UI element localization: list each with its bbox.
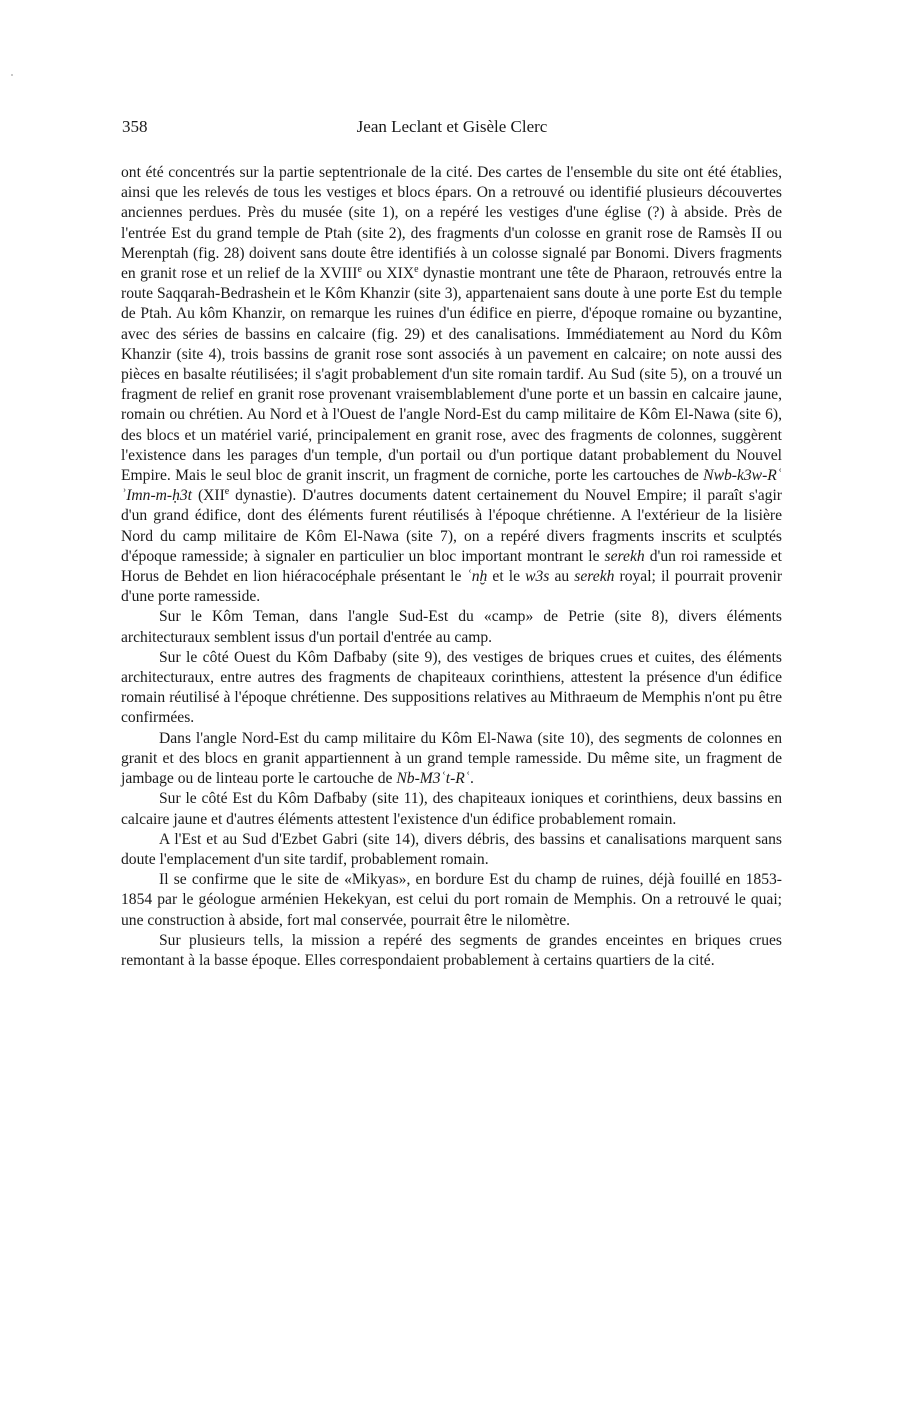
italic-term: w3s xyxy=(525,568,550,586)
text-run: (XII xyxy=(192,487,225,505)
paragraph xyxy=(121,607,782,647)
text-run: dynastie montrant une tête de Pharaon, retrouvés entre la route Saqqarah-Bedrashein et le Kôm Khanzir (site 3), appartenaient sans doute à une porte Est du temple de Ptah. Au kôm Khanzir, on remarque les ruines d'un édifice en pierre, d'époque romaine ou byzantine, avec des séries de bassins en calcaire (fig. 29) et des canalisations. Immédiatement au Nord du Kôm Khanzir (site 4), trois bassins de granit rose sont associés à un pavement en calcaire; on note aussi des pièces en basalte réutilisées; il s'agit probablement d'un site romain tardif. Au Sud (site 5), on a trouvé un fragment de relief en granit rose provenant vraisemblablement d'une porte et un bassin en calcaire jaune, romain ou chrétien. Au Nord et à l'Ouest de l'angle Nord-Est du camp militaire de Kôm El-Nawa (site 6), des blocs et un matériel varié, principalement en granit rose, avec des fragments de colonnes, suggèrent l'existence dans les parages d'un temple, d'un portail ou d'un portique datant probablement du Nouvel Empire. Mais le seul bloc de granit inscrit, un fragment de corniche, porte les cartouches de xyxy=(121,265,783,485)
paragraph xyxy=(121,870,782,931)
paragraph xyxy=(121,163,782,607)
text-run: Sur le côté Ouest du Kôm Dafbaby (site 9), des vestiges de briques crues et cuites, des éléments architecturaux, entre autres des fragments de chapiteaux corinthiens, attestent la présence d'un édifice romain réutilisé à l'époque chrétienne. Des suppositions relatives au Mithraeum de Memphis n'ont pu être confirmées. xyxy=(121,648,782,727)
paragraph xyxy=(121,648,782,729)
italic-term: Nb-M3ʿt-Rʿ xyxy=(396,770,470,788)
page-number: 358 xyxy=(122,117,148,136)
text-run: Sur le Kôm Teman, dans l'angle Sud-Est du «camp» de Petrie (site 8), divers éléments architecturaux semblent issus d'un portail d'entrée au camp. xyxy=(121,608,782,646)
italic-term: Nwb-k3w-Rʿ ʾImn-m-ḥ3t xyxy=(121,467,782,505)
text-run: royal; il pourrait provenir d'une porte ramesside. xyxy=(121,568,783,606)
text-run: dynastie). D'autres documents datent certainement du Nouvel Empire; il paraît s'agir d'un grand édifice, dont des éléments furent réutilisés à l'époque chrétienne. A l'extérieur de la lisière Nord du camp militaire de Kôm El-Nawa (site 7), on a repéré divers fragments inscrits et sculptés d'époque ramesside; à signaler en particulier un bloc important montrant le xyxy=(121,487,782,565)
running-header xyxy=(122,116,782,138)
text-run: au xyxy=(549,568,575,586)
paragraph xyxy=(121,729,782,790)
ordinal-superscript: e xyxy=(357,263,362,275)
scan-speck xyxy=(11,74,13,76)
text-run: Il se confirme que le site de «Mikyas», en bordure Est du champ de ruines, déjà fouillé en 1853-1854 par le géologue arménien Hekekyan, est celui du port romain de Memphis. On a retrouvé le quai; une construction à abside, fort mal conservée, pourrait être le nilomètre. xyxy=(121,871,782,929)
paragraph xyxy=(121,931,782,971)
body-text xyxy=(121,163,782,971)
text-run: d'un roi ramesside et Horus de Behdet en lion hiéracocéphale présentant le xyxy=(121,547,782,586)
text-run: et le xyxy=(487,568,526,586)
italic-term: serekh xyxy=(604,547,645,565)
text-run: A l'Est et au Sud d'Ezbet Gabri (site 14), divers débris, des bassins et canalisations marquent sans doute l'emplacement d'un site tardif, probablement romain. xyxy=(121,830,782,868)
ordinal-superscript: e xyxy=(224,486,230,498)
paragraph xyxy=(121,789,782,829)
text-run: ou XIX xyxy=(361,265,415,283)
ordinal-superscript: e xyxy=(414,263,419,275)
header-authors: Jean Leclant et Gisèle Clerc xyxy=(356,117,548,136)
text-run: ont été concentrés sur la partie septentrionale de la cité. Des cartes de l'ensemble du site ont été établies, ainsi que les relevés de tous les vestiges et blocs épars. On a retrouvé ou identifié plusieurs découvertes anciennes perdues. Près du musée (site 1), on a repéré les vestiges d'une église (?) à abside. Près de l'entrée Est du grand temple de Ptah (site 2), des fragments d'un colosse en granit rose de Ramsès II ou Merenptah (fig. 28) doivent sans doute être identifiés à un colosse signalé par Bonomi. Divers fragments en granit rose et un relief de la XVIII xyxy=(121,164,782,283)
paragraph xyxy=(121,830,782,870)
italic-term: serekh xyxy=(574,568,615,586)
text-run: Sur plusieurs tells, la mission a repéré des segments de grandes enceintes en briques crues remontant à la basse époque. Elles correspondaient probablement à certains quartiers de la cité. xyxy=(121,931,782,969)
italic-term: ʿnḫ xyxy=(466,568,488,586)
text-run: Sur le côté Est du Kôm Dafbaby (site 11), des chapiteaux ioniques et corinthiens, deux bassins en calcaire jaune et d'autres éléments attestent l'existence d'un édifice probablement romain. xyxy=(121,790,782,828)
text-run: . xyxy=(470,770,474,788)
text-run: Dans l'angle Nord-Est du camp militaire du Kôm El-Nawa (site 10), des segments de colonnes en granit et des blocs en granit appartiennent à un grand temple ramesside. Du même site, un fragment de jambage ou de linteau porte le cartouche de xyxy=(121,729,782,788)
